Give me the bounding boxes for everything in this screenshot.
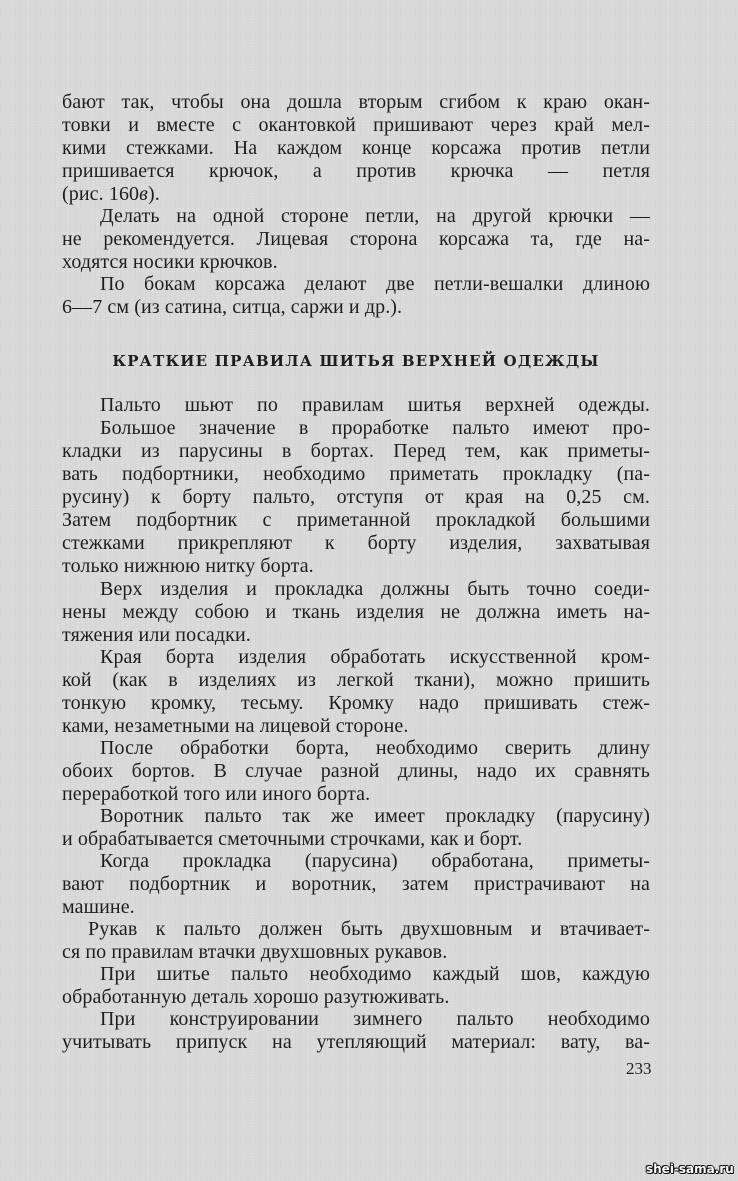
text-line: товки и вместе с окантовкой пришивают через край мел-: [62, 114, 650, 136]
text-line: кладки из парусины в бортах. Перед тем, как приметы-: [62, 440, 650, 462]
text-line: кими стежками. На каждом конце корсажа против петли: [62, 137, 650, 159]
text-line: не рекомендуется. Лицевая сторона корсажа та, где на-: [62, 228, 650, 250]
text-line: бают так, чтобы она дошла вторым сгибом к краю окан-: [62, 91, 650, 113]
text-line: обработанную деталь хорошо разутюживать.: [62, 986, 450, 1008]
section-heading: КРАТКИЕ ПРАВИЛА ШИТЬЯ ВЕРХНЕЙ ОДЕЖДЫ: [112, 352, 600, 370]
text-line: При шитье пальто необходимо каждый шов, каждую: [100, 963, 650, 985]
text-line: стежками прикрепляют к борту изделия, захватывая: [62, 532, 650, 554]
text-line: Делать на одной стороне петли, на другой крючки —: [100, 205, 650, 227]
text-line: По бокам корсажа делают две петли-вешалки длиною: [100, 273, 650, 295]
text-line: тонкую кромку, тесьму. Кромку надо пришивать стеж-: [62, 692, 650, 714]
text-line: При конструировании зимнего пальто необходимо: [100, 1008, 650, 1030]
watermark: shei-sama.ru: [646, 1162, 734, 1176]
text-line: Пальто шьют по правилам шитья верхней одежды.: [100, 394, 650, 416]
text-line: тяжения или посадки.: [62, 624, 251, 646]
text-line: Края борта изделия обработать искусственной кром-: [100, 646, 650, 668]
text-line: только нижнюю нитку борта.: [62, 555, 314, 577]
page-number: 233: [626, 1059, 652, 1078]
text-line: обоих бортов. В случае разной длины, надо их сравнять: [62, 760, 650, 782]
text-line: ся по правилам втачки двухшовных рукавов.: [62, 941, 448, 963]
text-line: машине.: [62, 896, 135, 918]
text-line: Воротник пальто так же имеет прокладку (парусину): [100, 805, 650, 827]
text-line: Когда прокладка (парусина) обработана, приметы-: [100, 850, 650, 872]
text-line: 6—7 см (из сатина, ситца, саржи и др.).: [62, 296, 403, 318]
text-line: и обрабатывается сметочными строчками, как и борт.: [62, 828, 523, 850]
text-line: учитывать припуск на утепляющий материал: вату, ва-: [62, 1031, 650, 1053]
text-line: ходятся носики крючков.: [62, 251, 278, 273]
text-line: русину) к борту пальто, отступя от края на 0,25 см.: [62, 486, 650, 508]
text-line: переработкой того или иного борта.: [62, 783, 371, 805]
text-line: Рукав к пальто должен быть двухшовным и втачивает-: [88, 918, 650, 940]
text-line: (рис. 160в).: [62, 183, 160, 205]
text-line: пришивается крючок, а против крючка — петля: [62, 160, 650, 182]
text-line: Затем подбортник с приметанной прокладкой большими: [62, 509, 650, 531]
text-line: вают подбортник и воротник, затем пристрачивают на: [62, 873, 650, 895]
text-line: Большое значение в проработке пальто имеют про-: [100, 417, 650, 439]
text-line: нены между собою и ткань изделия не должна иметь на-: [62, 601, 650, 623]
text-line: Верх изделия и прокладка должны быть точно соеди-: [100, 578, 650, 600]
figure-letter: в: [139, 183, 148, 205]
text-line: ками, незаметными на лицевой стороне.: [62, 715, 409, 737]
text-line: вать подбортники, необходимо приметать прокладку (па-: [62, 463, 650, 485]
text-line: После обработки борта, необходимо сверить длину: [100, 737, 650, 759]
text-line: кой (как в изделиях из легкой ткани), можно пришить: [62, 669, 650, 691]
